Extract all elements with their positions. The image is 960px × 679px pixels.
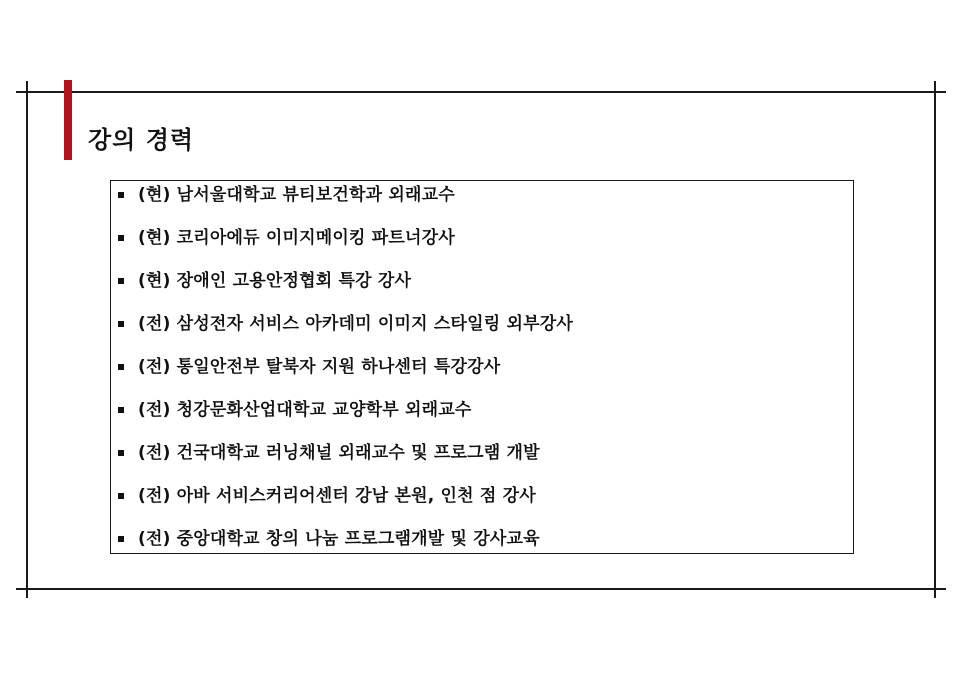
square-bullet-icon <box>118 493 124 499</box>
list-item <box>111 396 853 424</box>
square-bullet-icon <box>118 536 124 542</box>
list-item <box>111 224 853 252</box>
list-item <box>111 353 853 381</box>
list-item <box>111 482 853 510</box>
list-item-text: (현) 장애인 고용안정협회 특강 강사 <box>138 271 412 291</box>
list-item-text: (전) 건국대학교 러닝채널 외래교수 및 프로그램 개발 <box>138 443 540 463</box>
page-title: 강의 경력 <box>88 126 195 154</box>
square-bullet-icon <box>118 450 124 456</box>
frame-left-line <box>26 81 28 598</box>
square-bullet-icon <box>118 278 124 284</box>
list-item <box>111 439 853 467</box>
frame-top-line <box>16 91 946 93</box>
square-bullet-icon <box>118 321 124 327</box>
list-item-text: (전) 통일안전부 탈북자 지원 하나센터 특강강사 <box>138 357 501 377</box>
list-item <box>111 310 853 338</box>
frame-bottom-line <box>16 588 946 590</box>
title-accent-bar <box>64 80 72 160</box>
list-item <box>111 267 853 295</box>
lecture-career-list <box>110 180 854 554</box>
frame-right-line <box>934 81 936 598</box>
square-bullet-icon <box>118 235 124 241</box>
list-item <box>111 525 853 553</box>
list-item-text: (전) 삼성전자 서비스 아카데미 이미지 스타일링 외부강사 <box>138 314 573 334</box>
list-item-text: (현) 남서울대학교 뷰티보건학과 외래교수 <box>138 185 455 205</box>
list-item <box>111 181 853 209</box>
list-item-text: (전) 중앙대학교 창의 나눔 프로그램개발 및 강사교육 <box>138 529 540 549</box>
square-bullet-icon <box>118 364 124 370</box>
list-item-text: (현) 코리아에듀 이미지메이킹 파트너강사 <box>138 228 455 248</box>
list-item-text: (전) 아바 서비스커리어센터 강남 본원, 인천 점 강사 <box>138 486 536 506</box>
list-item-text: (전) 청강문화산업대학교 교양학부 외래교수 <box>138 400 472 420</box>
square-bullet-icon <box>118 192 124 198</box>
square-bullet-icon <box>118 407 124 413</box>
